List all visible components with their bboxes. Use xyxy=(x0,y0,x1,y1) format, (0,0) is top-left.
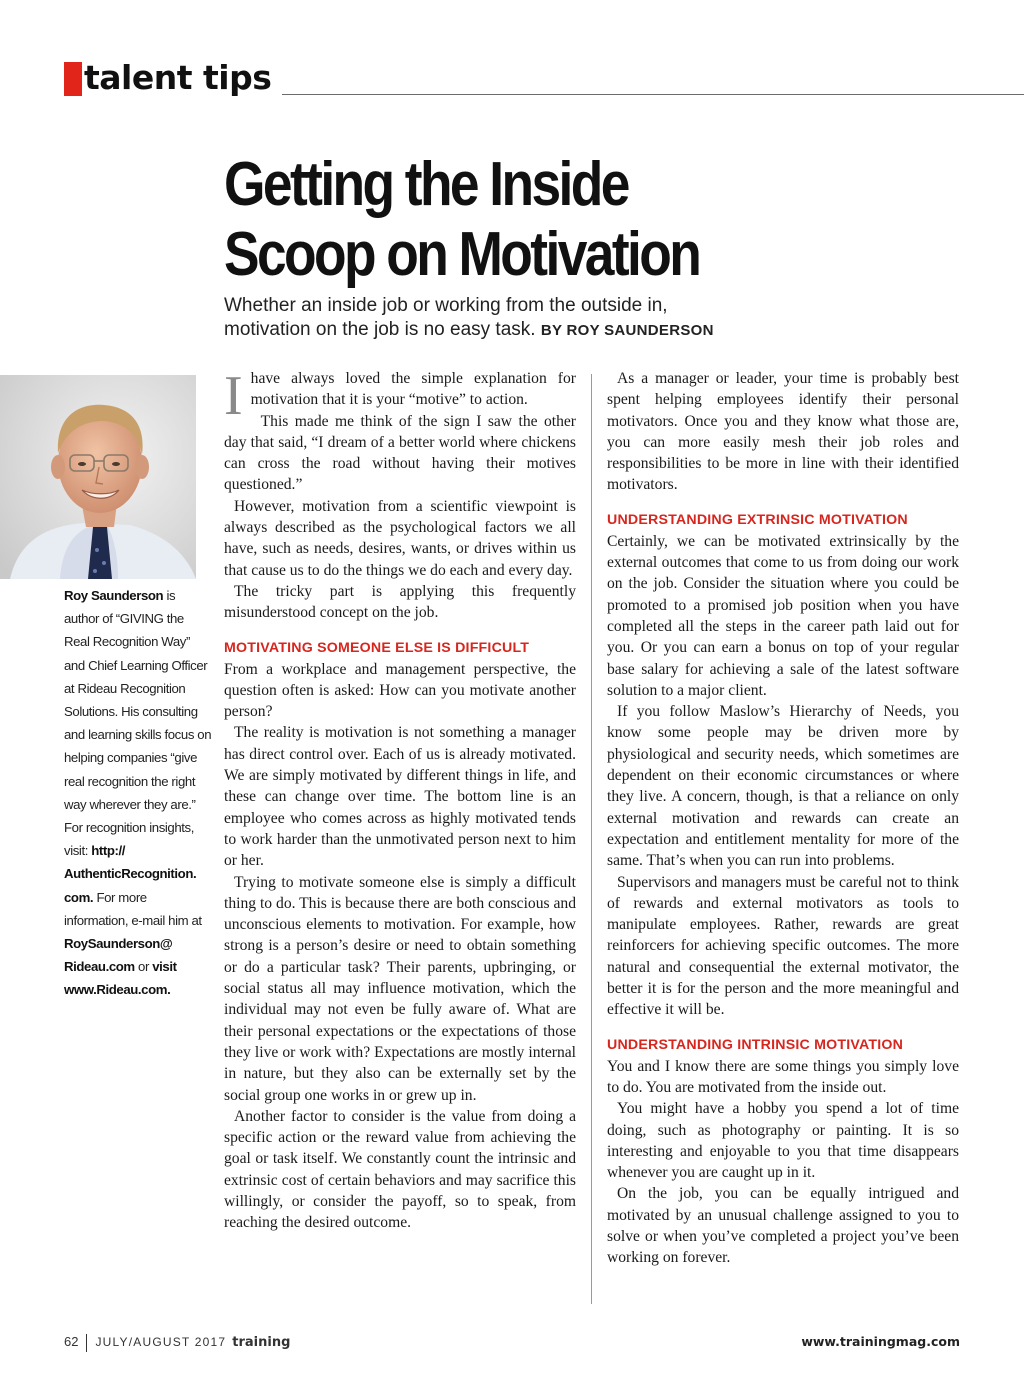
page-number: 62 xyxy=(64,1334,79,1349)
deck-line-2: motivation on the job is no easy task. xyxy=(224,319,536,340)
paragraph: You might have a hobby you spend a lot of time doing, such as photography or painting. It is so interesting and enjoyable to you that time disappears whenever you are caught up in it. xyxy=(607,1100,959,1182)
subheading-extrinsic-motivation: UNDERSTANDING EXTRINSIC MOTIVATION xyxy=(607,511,908,528)
bio-text: For more information, e-mail him at xyxy=(64,889,202,928)
article-column-1 xyxy=(224,365,576,1234)
byline: BY ROY SAUNDERSON xyxy=(540,322,714,339)
paragraph: This made me think of the sign I saw the other day that said, “I dream of a better world where chickens can cross the road without having their motives questioned.” xyxy=(224,412,576,494)
paragraph: You and I know there are some things you simply love to do. You are motivated from the inside out. xyxy=(607,1057,959,1096)
paragraph: The reality is motivation is not something a manager has direct control over. Each of us is already motivated. We are simply motivated by different things in life, and these can change over time. The bottom line is an employee who comes across as highly motivated tends to work harder than the unmotivated person next to him or her. xyxy=(224,724,576,870)
section-accent-block xyxy=(64,62,82,96)
magazine-name: training xyxy=(232,1335,291,1350)
article-title xyxy=(224,150,706,290)
bio-link-authentic-recognition[interactable]: http:// AuthenticRecognition. com. xyxy=(64,843,197,905)
author-name: Roy Saunderson xyxy=(64,588,164,603)
issue-date: JULY/AUGUST 2017 xyxy=(95,1335,227,1349)
paragraph: Supervisors and managers must be careful not to think of rewards and external motivators as tools to manipulate employees. Rather, rewards are great reinforcers for achieving specific outcomes. The more natural and consequential the external motivator, the better it is for the person and the more meaningful and effective it will be. xyxy=(607,873,959,1019)
bio-email-link[interactable]: RoySaunderson@ Rideau.com xyxy=(64,936,173,975)
header-divider xyxy=(282,94,1024,95)
paragraph: As a manager or leader, your time is probably best spent helping employees identify their personal motivators. Once you and they know what those are, you can more easily mesh their job roles and responsibilities to be more in line with their identified motivators. xyxy=(607,370,959,494)
subheading-intrinsic-motivation: UNDERSTANDING INTRINSIC MOTIVATION xyxy=(607,1036,904,1053)
footer-separator xyxy=(86,1334,87,1352)
deck-line-1: Whether an inside job or working from the outside in, xyxy=(224,295,668,316)
article-column-2 xyxy=(607,368,959,1269)
footer-website[interactable]: www.trainingmag.com xyxy=(801,1334,960,1349)
author-bio xyxy=(64,584,212,1002)
bio-text: or xyxy=(134,959,153,975)
article-title-line-1: Getting the Inside xyxy=(224,150,628,219)
bio-text: is author of “GIVING the Real Recognition Way” and Chief Learning Officer at Rideau Recognition Solutions. His consulting and learning skills focus on helping companies “give real recognition the right way wherever they are.” For recognition insights, visit: xyxy=(64,588,212,859)
section-label: talent tips xyxy=(84,58,272,97)
paragraph: Trying to motivate someone else is simply a difficult thing to do. This is because there are both conscious and unconscious elements to motivation. For example, how strong is a person’s desire or need to obtain something or do a particular task? Their parents, upbringing, or social status all may influence motivation, which the individual may not even be fully aware of. What are their personal expectations or the expectations of those they live or work with? Expectations are mostly internal in nature, but they also can be externally set by the social group one works in or grew up in. xyxy=(224,873,576,1104)
column-divider xyxy=(591,374,592,1304)
subheading-motivating-someone-else: MOTIVATING SOMEONE ELSE IS DIFFICULT xyxy=(224,639,530,656)
article-title-line-2: Scoop on Motivation xyxy=(224,220,700,289)
paragraph: Certainly, we can be motivated extrinsically by the external outcomes that come to us from doing our work on the job. Consider the situation where you could be promoted to a promised job position when you have completed all the steps in the career path laid out for you. Or you can earn a bonus on top of your regular base salary for achieving a sale of the latest software solution to a major client. xyxy=(607,532,959,699)
author-photo xyxy=(0,375,196,579)
paragraph: However, motivation from a scientific viewpoint is always described as the psychological factors we all have, such as needs, desires, wants, or drives within us that cause us to do the things we do each and every day. xyxy=(224,497,576,579)
bio-visit-label: visit xyxy=(152,959,177,975)
footer-left xyxy=(64,1333,290,1352)
bio-website-link[interactable]: www.Rideau.com. xyxy=(64,982,171,998)
paragraph: have always loved the simple explanation for motivation that it is your “motive” to action. xyxy=(250,370,576,409)
paragraph: On the job, you can be equally intrigued and motivated by an unusual challenge assigned to you to solve or when you’ve completed a project you’ve been working on forever. xyxy=(607,1185,959,1267)
paragraph: The tricky part is applying this frequently misunderstood concept on the job. xyxy=(224,582,576,622)
drop-cap: I xyxy=(224,365,243,427)
paragraph: From a workplace and management perspective, the question often is asked: How can you motivate another person? xyxy=(224,660,576,721)
paragraph: If you follow Maslow’s Hierarchy of Needs, you know some people may be driven more by physiological and security needs, which sometimes are dependent on their economic circumstances or where they live. A concern, though, is that a reliance on only external motivation and rewards can create an expectation and entitlement mentality for more of the same. That’s when you can run into problems. xyxy=(607,703,959,870)
paragraph: Another factor to consider is the value from doing a specific action or the reward value from achieving the goal or task itself. We constantly count the intrinsic and extrinsic cost of certain behaviors and may sacrifice this willingly, or consider the payoff, so to speak, from reaching the desired outcome. xyxy=(224,1107,576,1232)
article-deck xyxy=(224,294,844,343)
